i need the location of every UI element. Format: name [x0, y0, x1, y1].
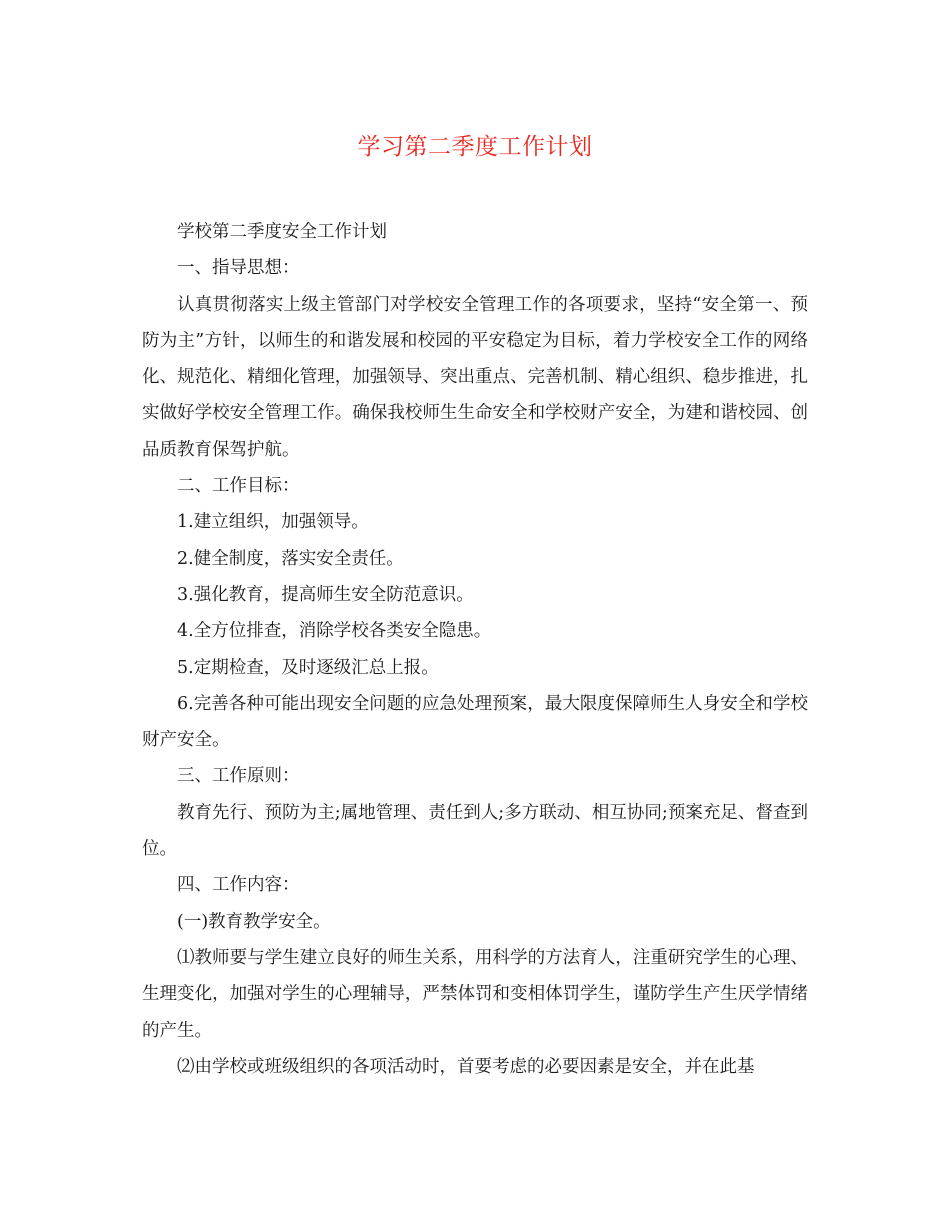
paragraph-subheading-teaching-safety: (一)教育教学安全。	[177, 911, 331, 932]
paragraph-subtitle: 学校第二季度安全工作计划	[177, 222, 387, 242]
paragraph-item-2: ⑵由学校或班级组织的各项活动时，首要考虑的必要因素是安全，并在此基	[177, 1056, 755, 1077]
paragraph-guiding-ideology-text: 认真贯彻落实上级主管部门对学校安全管理工作的各项要求，坚持“安全第一、预防为主”方针，以师生的和谐发展和校园的平安稳定为目标，着力学校安全工作的网络化、规范化、精细化管理，加强领导、突出重点、完善机制、精心组织、稳步推进，扎实做好学校安全管理工作。确保我校师生生命安全和学校财产安全，为建和谐校园、创品质教育保驾护航。	[142, 294, 808, 460]
paragraph-goal-4: 4.全方位排查，消除学校各类安全隐患。	[177, 621, 492, 642]
paragraph-goal-6: 6.完善各种可能出现安全问题的应急处理预案，最大限度保障师生人身安全和学校财产安全。	[142, 693, 808, 751]
paragraph-heading-work-content: 四、工作内容：	[177, 875, 300, 896]
paragraph-heading-guiding-ideology: 一、指导思想：	[177, 258, 300, 279]
paragraph-goal-2: 2.健全制度，落实安全责任。	[177, 548, 404, 569]
paragraph-goal-3: 3.强化教育，提高师生安全防范意识。	[177, 584, 474, 605]
paragraph-item-1: ⑴教师要与学生建立良好的师生关系，用科学的方法育人，注重研究学生的心理、生理变化，加强对学生的心理辅导，严禁体罚和变相体罚学生，谨防学生产生厌学情绪的产生。	[142, 947, 808, 1041]
paragraph-work-principles-text: 教育先行、预防为主;属地管理、责任到人;多方联动、相互协同;预案充足、督查到位。	[142, 802, 808, 860]
paragraph-goal-1: 1.建立组织，加强领导。	[177, 512, 369, 533]
document-body	[142, 214, 808, 1085]
document-title: 学习第二季度工作计划	[357, 134, 593, 160]
paragraph-goal-5: 5.定期检查，及时逐级汇总上报。	[177, 657, 439, 678]
paragraph-heading-work-principles: 三、工作原则：	[177, 766, 300, 787]
paragraph-heading-work-goals: 二、工作目标：	[177, 476, 300, 497]
